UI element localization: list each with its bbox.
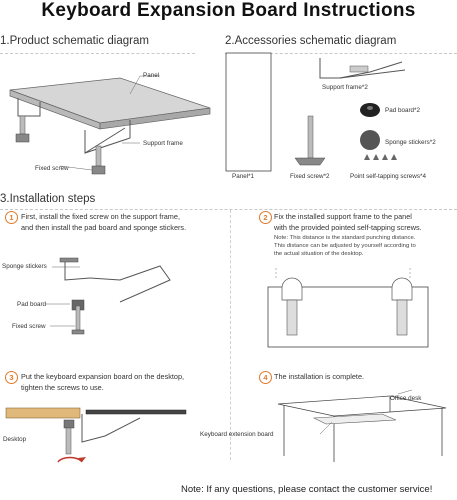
step-2-badge: 2 [259, 211, 272, 224]
step-2-diagram [240, 260, 457, 370]
step-2-note: Note: This distance is the standard punching distance. This distance can be adjusted by yourself according to the actual situation of the desktop. [274, 235, 416, 257]
product-diagram [0, 58, 220, 188]
label-fixed-screw-acc: Fixed screw*2 [290, 173, 330, 180]
label-support-frame: Support frame [143, 140, 183, 147]
label-pad-board-acc: Pad board*2 [385, 107, 421, 114]
label-fixed-screw: Fixed screw [35, 165, 69, 172]
step-1-badge: 1 [5, 211, 18, 224]
step-3-label-desktop: Desktop [3, 436, 27, 443]
section-divider [0, 53, 195, 54]
footer-note: Note: If any questions, please contact the customer service! [181, 484, 433, 495]
step-3-diagram [0, 402, 230, 482]
label-support-frame-acc: Support frame*2 [322, 84, 368, 91]
step-3-badge: 3 [5, 371, 18, 384]
step-2-text: Fix the installed support frame to the panel with the provided pointed self-tapping screws. [274, 212, 422, 232]
page-title: Keyboard Expansion Board Instructions [41, 0, 416, 21]
step-3-text: Put the keyboard expansion board on the desktop, tighten the screws to use. [21, 372, 185, 392]
step-1-label-screw: Fixed screw [12, 323, 46, 330]
label-sponge-acc: Sponge stickers*2 [385, 139, 436, 146]
label-panel-acc: Panel*1 [232, 173, 255, 180]
step-1-text: First, install the fixed screw on the support frame, and then install the pad board and sponge stickers. [21, 212, 187, 232]
step-4-diagram [270, 390, 457, 470]
section-divider [0, 209, 457, 210]
label-tapping-screws-acc: Point self-tapping screws*4 [350, 173, 426, 180]
accessories-diagram [220, 48, 457, 178]
column-divider [230, 210, 231, 460]
label-panel: Panel [143, 72, 160, 79]
step-4-badge: 4 [259, 371, 272, 384]
section-installation-title: 3.Installation steps [0, 193, 96, 205]
section-product-title: 1.Product schematic diagram [0, 35, 149, 47]
step-4-label-keyboard-board: Keyboard extension board [200, 431, 274, 438]
step-4-text: The installation is complete. [274, 372, 365, 381]
step-1-label-pad: Pad board [17, 301, 47, 308]
section-accessories-title: 2.Accessories schematic diagram [225, 35, 397, 47]
step-1-label-sponge: Sponge stickers [2, 263, 47, 270]
step-4-label-office-desk: Office desk [390, 395, 422, 402]
